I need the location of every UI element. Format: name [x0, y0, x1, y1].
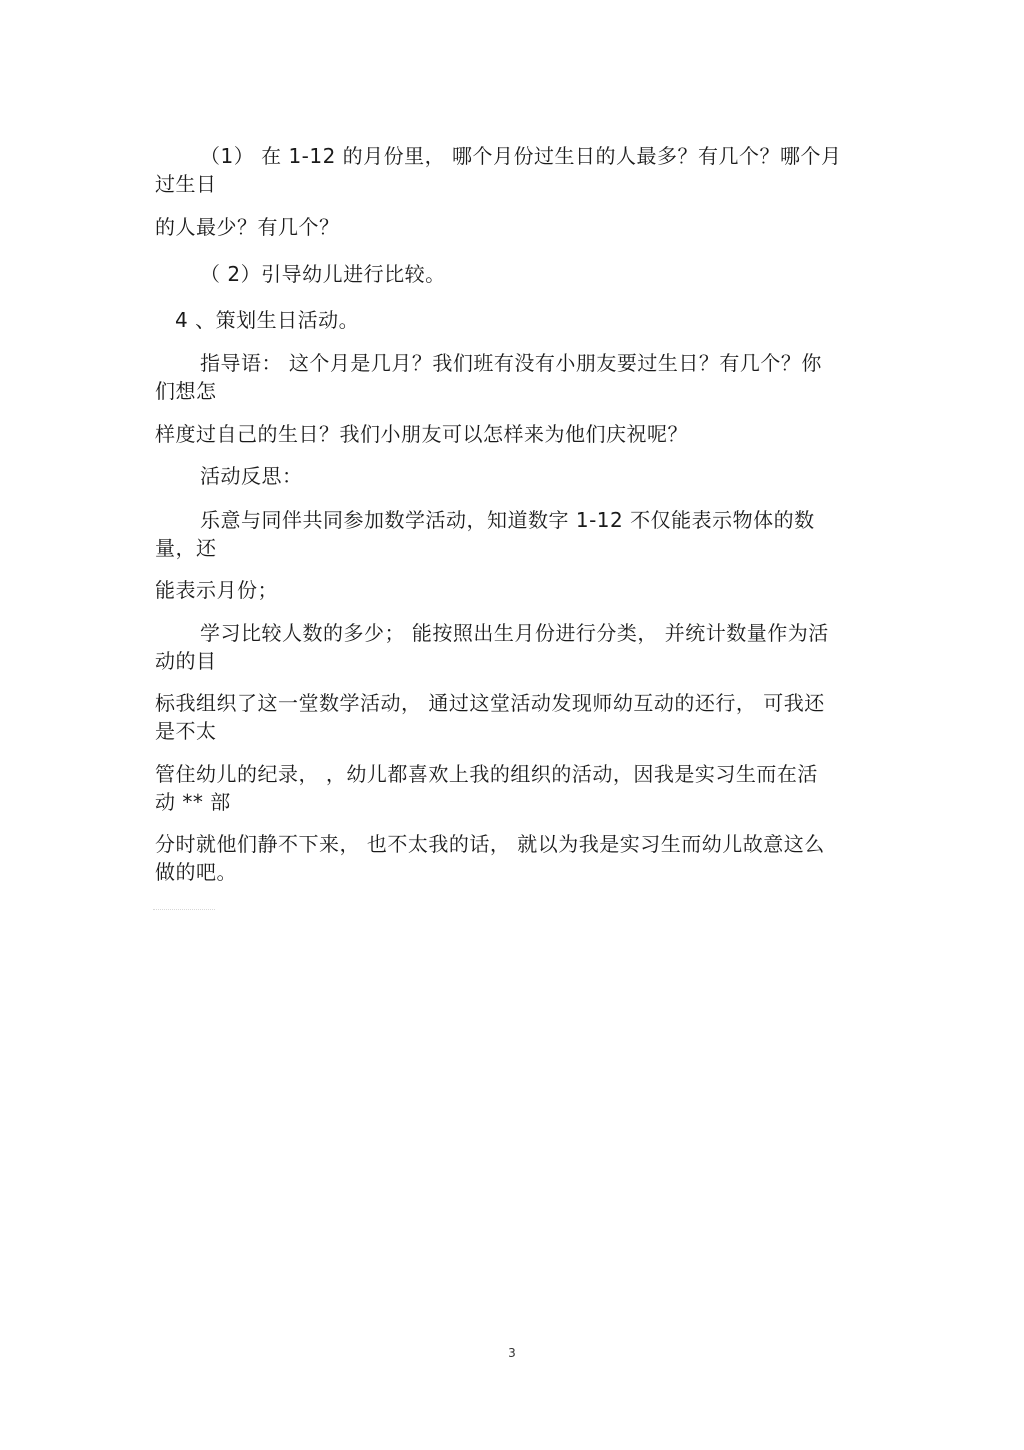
text-line: 做的吧。 — [155, 860, 237, 884]
text-line: 4 、策划生日活动。 — [175, 308, 360, 332]
text-line: 是不太 — [155, 719, 217, 743]
faint-scan-mark — [153, 909, 215, 913]
text-line: 量，还 — [155, 536, 217, 560]
text-line: （ 2）引导幼儿进行比较。 — [200, 262, 446, 286]
text-line: 们想怎 — [155, 379, 217, 403]
text-line: 标我组织了这一堂数学活动， 通过这堂活动发现师幼互动的还行， 可我还 — [155, 691, 825, 715]
text-line: 的人最少？有几个？ — [155, 215, 340, 239]
text-line: （1） 在 1-12 的月份里， 哪个月份过生日的人最多？有几个？哪个月 — [200, 144, 842, 168]
text-line: 动的目 — [155, 649, 217, 673]
text-line: 乐意与同伴共同参加数学活动，知道数字 1-12 不仅能表示物体的数 — [200, 508, 815, 532]
page-number: 3 — [508, 1346, 516, 1360]
text-line: 过生日 — [155, 172, 217, 196]
text-line: 指导语： 这个月是几月？我们班有没有小朋友要过生日？有几个？你 — [200, 351, 822, 375]
text-line: 学习比较人数的多少； 能按照出生月份进行分类， 并统计数量作为活 — [200, 621, 829, 645]
text-line: 动 ** 部 — [155, 790, 231, 814]
text-line: 分时就他们静不下来， 也不太我的话， 就以为我是实习生而幼儿故意这么 — [155, 832, 825, 856]
text-line: 样度过自己的生日？我们小朋友可以怎样来为他们庆祝呢？ — [155, 422, 688, 446]
text-line: 管住幼儿的纪录， ，幼儿都喜欢上我的组织的活动，因我是实习生而在活 — [155, 762, 818, 786]
text-line: 能表示月份； — [155, 578, 278, 602]
text-line: 活动反思： — [200, 464, 303, 488]
